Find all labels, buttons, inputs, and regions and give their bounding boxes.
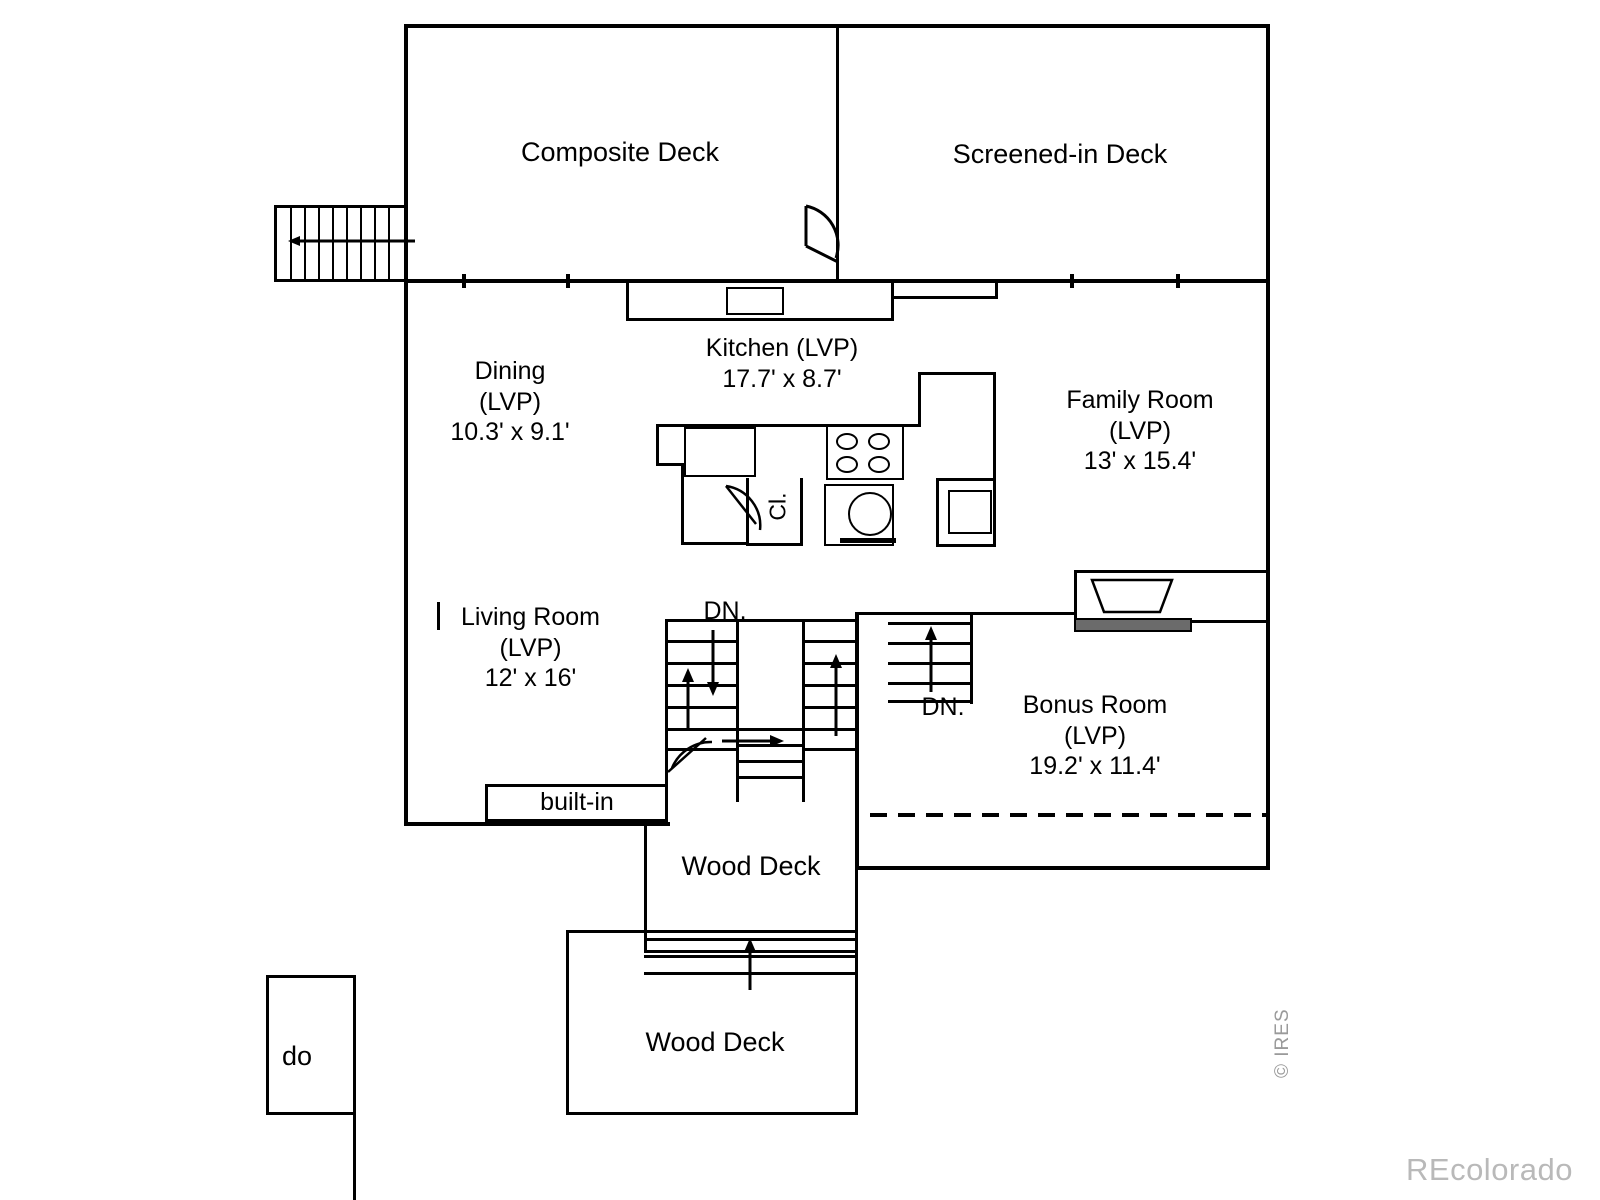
kitchen-counter-seg2: [995, 283, 998, 299]
range-burner-4: [868, 456, 890, 473]
kitchen-counter-top-edge: [626, 283, 629, 321]
wood-deck-upper-left: [644, 826, 647, 952]
room-label-bonus-room: Bonus Room (LVP) 19.2' x 11.4': [1022, 691, 1168, 780]
kitchen-counter-seg: [894, 296, 998, 299]
window-break-4: [1176, 274, 1180, 288]
closet-wall-right: [800, 478, 803, 546]
label-stairs-down-right: DN.: [921, 693, 965, 721]
label-partial-text: do: [281, 1041, 312, 1071]
window-break-1: [462, 274, 466, 288]
kitchen-counter-bottom-edge: [626, 318, 894, 321]
label-stairs-down-left: DN.: [703, 597, 747, 625]
kitchen-counter-right-vert2: [993, 372, 996, 547]
window-break-2: [566, 274, 570, 288]
deck-stair-treads: [644, 938, 858, 984]
fireplace-top-wall: [1074, 570, 1270, 573]
room-label-screened-in-deck: Screened-in Deck: [952, 139, 1168, 169]
label-closet: Cl.: [764, 492, 791, 521]
room-label-living-room: Living Room (LVP) 12' x 16': [461, 603, 600, 692]
refrigerator: [948, 490, 992, 534]
window-break-3: [1070, 274, 1074, 288]
center-stair-treads-left: [668, 640, 738, 750]
kitchen-counter-fridge-top: [936, 478, 994, 481]
wall-house-top: [404, 279, 1270, 283]
partial-structure-top: [266, 975, 356, 978]
kitchen-counter-right-edge: [891, 283, 894, 321]
window-sill-1: [500, 279, 530, 282]
center-stair-treads-lower: [739, 728, 802, 796]
wall-bonus-top: [855, 612, 1077, 615]
wall-exterior-stair-bottom: [274, 279, 406, 282]
kitchen-counter-left-of-fridge: [936, 478, 939, 547]
range-burner-1: [836, 433, 858, 450]
wood-deck-lower-left: [566, 930, 569, 1115]
kitchen-counter-bottom-right: [936, 544, 996, 547]
kitchen-island-bar: [840, 538, 896, 543]
kitchen-range: [826, 425, 904, 480]
wall-house-bottom-left: [404, 822, 670, 826]
room-label-kitchen: Kitchen (LVP) 17.7' x 8.7': [705, 334, 859, 393]
center-stair-treads-right: [805, 640, 855, 750]
kitchen-island-round: [848, 492, 892, 536]
label-built-in: built-in: [540, 788, 614, 816]
closet-wall-bottom: [746, 543, 803, 546]
kitchen-island-bottom: [681, 542, 749, 545]
room-label-dining: Dining (LVP) 10.3' x 9.1': [450, 357, 570, 446]
range-burner-2: [868, 433, 890, 450]
room-label-family-room: Family Room (LVP) 13' x 15.4': [1066, 386, 1214, 475]
partial-structure-bottom: [266, 1112, 356, 1115]
partial-structure-right: [353, 975, 356, 1200]
wood-deck-lower-bottom: [566, 1112, 858, 1115]
kitchen-counter-right-vert: [918, 372, 921, 427]
room-label-composite-deck: Composite Deck: [520, 137, 720, 167]
wall-deck-right: [1266, 24, 1270, 286]
wall-bonus-bottom: [858, 866, 1270, 870]
bonus-room-dashed-boundary: [870, 813, 1266, 817]
watermark-ires: © IRES: [1272, 1008, 1293, 1078]
kitchen-sink: [726, 287, 784, 315]
wood-deck-lower-right: [855, 930, 858, 1115]
window-sill-2: [1108, 279, 1138, 282]
kitchen-island-left: [656, 424, 659, 466]
kitchen-counter-notch: [918, 372, 996, 375]
kitchen-counter-block: [684, 427, 756, 477]
room-label-wood-deck-lower: Wood Deck: [645, 1027, 785, 1057]
room-label-wood-deck-upper: Wood Deck: [681, 851, 821, 881]
bonus-stair-treads: [888, 622, 972, 702]
range-burner-3: [836, 456, 858, 473]
exterior-stair-treads: [277, 208, 405, 279]
wall-deck-divider: [836, 24, 839, 282]
kitchen-island-left2: [656, 463, 684, 466]
wood-deck-lower-top: [566, 930, 858, 933]
fireplace-hearth: [1074, 618, 1192, 632]
closet-wall-left: [746, 478, 749, 546]
watermark-recolorado: REcolorado: [1406, 1152, 1573, 1187]
wall-house-right: [1266, 279, 1270, 870]
stairwell-right-wall: [855, 619, 858, 825]
